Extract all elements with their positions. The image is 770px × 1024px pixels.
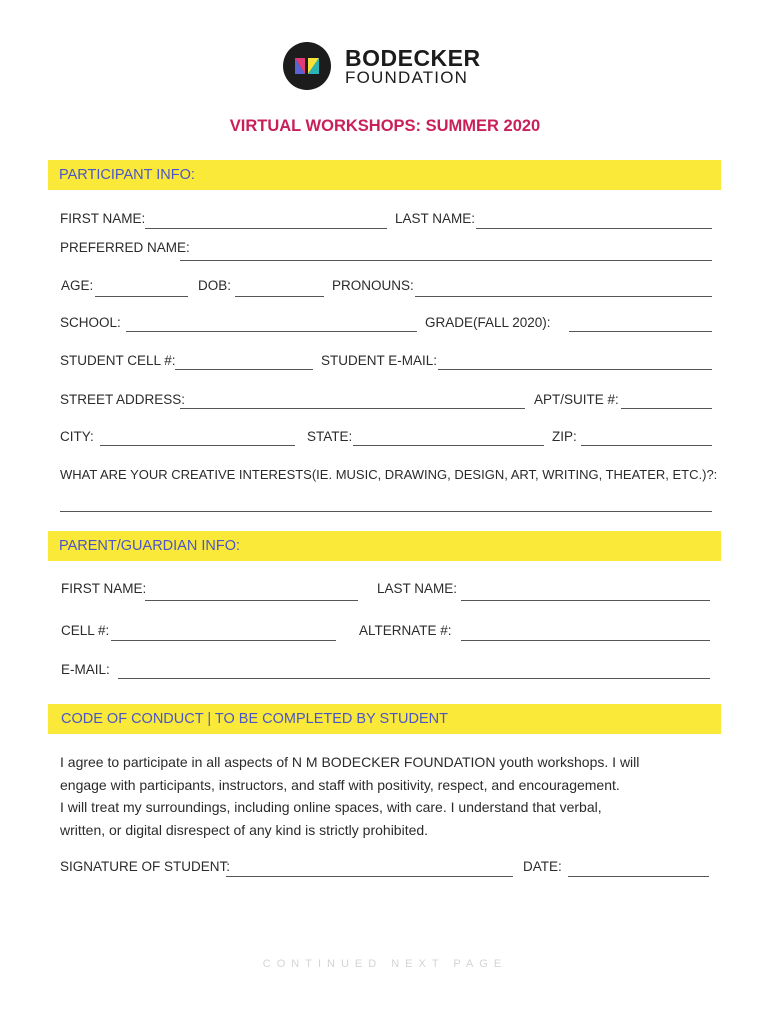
grade-label: GRADE(FALL 2020):: [425, 315, 551, 330]
student-email-field[interactable]: [438, 369, 712, 370]
age-label: AGE:: [61, 278, 94, 293]
student-cell-field[interactable]: [175, 369, 313, 370]
school-label: SCHOOL:: [60, 315, 121, 330]
state-field[interactable]: [353, 445, 544, 446]
preferred-name-label: PREFERRED NAME:: [60, 240, 190, 255]
parent-cell-label: CELL #:: [61, 623, 110, 638]
parent-email-label: E-MAIL:: [61, 662, 110, 677]
parent-cell-field[interactable]: [111, 640, 336, 641]
grade-field[interactable]: [569, 331, 712, 332]
parent-email-field[interactable]: [118, 678, 710, 679]
dob-field[interactable]: [235, 296, 324, 297]
parent-last-name-label: LAST NAME:: [377, 581, 458, 596]
age-field[interactable]: [95, 296, 188, 297]
state-label: STATE:: [307, 429, 353, 444]
date-field[interactable]: [568, 876, 709, 877]
pronouns-field[interactable]: [415, 296, 712, 297]
creative-interests-field[interactable]: [60, 511, 712, 512]
street-address-field[interactable]: [180, 408, 525, 409]
parent-alternate-field[interactable]: [461, 640, 710, 641]
participant-section-title: PARTICIPANT INFO:: [59, 167, 195, 183]
participant-last-name-field[interactable]: [476, 228, 712, 229]
school-field[interactable]: [126, 331, 417, 332]
participant-first-name-label: FIRST NAME:: [60, 211, 146, 226]
parent-last-name-field[interactable]: [461, 600, 710, 601]
signature-field[interactable]: [226, 876, 513, 877]
conduct-line-3: I will treat my surroundings, including online spaces, with care. I understand that verbal,: [60, 799, 602, 815]
apt-suite-label: APT/SUITE #:: [534, 392, 619, 407]
parent-alternate-label: ALTERNATE #:: [359, 623, 452, 638]
dob-label: DOB:: [198, 278, 232, 293]
student-email-label: STUDENT E-MAIL:: [321, 353, 438, 368]
conduct-agreement-text: [60, 751, 720, 841]
parent-first-name-label: FIRST NAME:: [61, 581, 147, 596]
creative-interests-label: WHAT ARE YOUR CREATIVE INTERESTS(IE. MUSIC, DRAWING, DESIGN, ART, WRITING, THEATER, ETC.)?:: [60, 467, 718, 482]
zip-label: ZIP:: [552, 429, 577, 444]
pronouns-label: PRONOUNS:: [332, 278, 414, 293]
student-cell-label: STUDENT CELL #:: [60, 353, 176, 368]
conduct-line-1: I agree to participate in all aspects of N M BODECKER FOUNDATION youth workshops. I will: [60, 754, 640, 770]
participant-first-name-field[interactable]: [145, 228, 387, 229]
brand-name-line2: FOUNDATION: [345, 68, 469, 87]
participant-section-header: [48, 160, 721, 190]
date-label: DATE:: [523, 859, 562, 874]
preferred-name-field[interactable]: [180, 260, 712, 261]
conduct-section-title: CODE OF CONDUCT | TO BE COMPLETED BY STUDENT: [61, 711, 448, 727]
conduct-line-2: engage with participants, instructors, and staff with positivity, respect, and encouragement.: [60, 776, 620, 793]
parent-section-title: PARENT/GUARDIAN INFO:: [59, 538, 240, 554]
nm-triangles-logo-icon: [283, 42, 331, 90]
brand-name-line1: BODECKER: [345, 45, 481, 71]
street-address-label: STREET ADDRESS:: [60, 392, 186, 407]
conduct-line-4: written, or digital disrespect of any kind is strictly prohibited.: [60, 821, 429, 838]
city-label: CITY:: [60, 429, 94, 444]
signature-label: SIGNATURE OF STUDENT:: [60, 859, 231, 874]
city-field[interactable]: [100, 445, 295, 446]
participant-last-name-label: LAST NAME:: [395, 211, 476, 226]
zip-field[interactable]: [581, 445, 712, 446]
page-title: VIRTUAL WORKSHOPS: SUMMER 2020: [229, 117, 541, 135]
parent-section-header: [48, 531, 721, 561]
parent-first-name-field[interactable]: [145, 600, 358, 601]
continued-next-page-note: CONTINUED NEXT PAGE: [262, 958, 508, 970]
conduct-section-header: [48, 704, 721, 734]
apt-suite-field[interactable]: [621, 408, 712, 409]
